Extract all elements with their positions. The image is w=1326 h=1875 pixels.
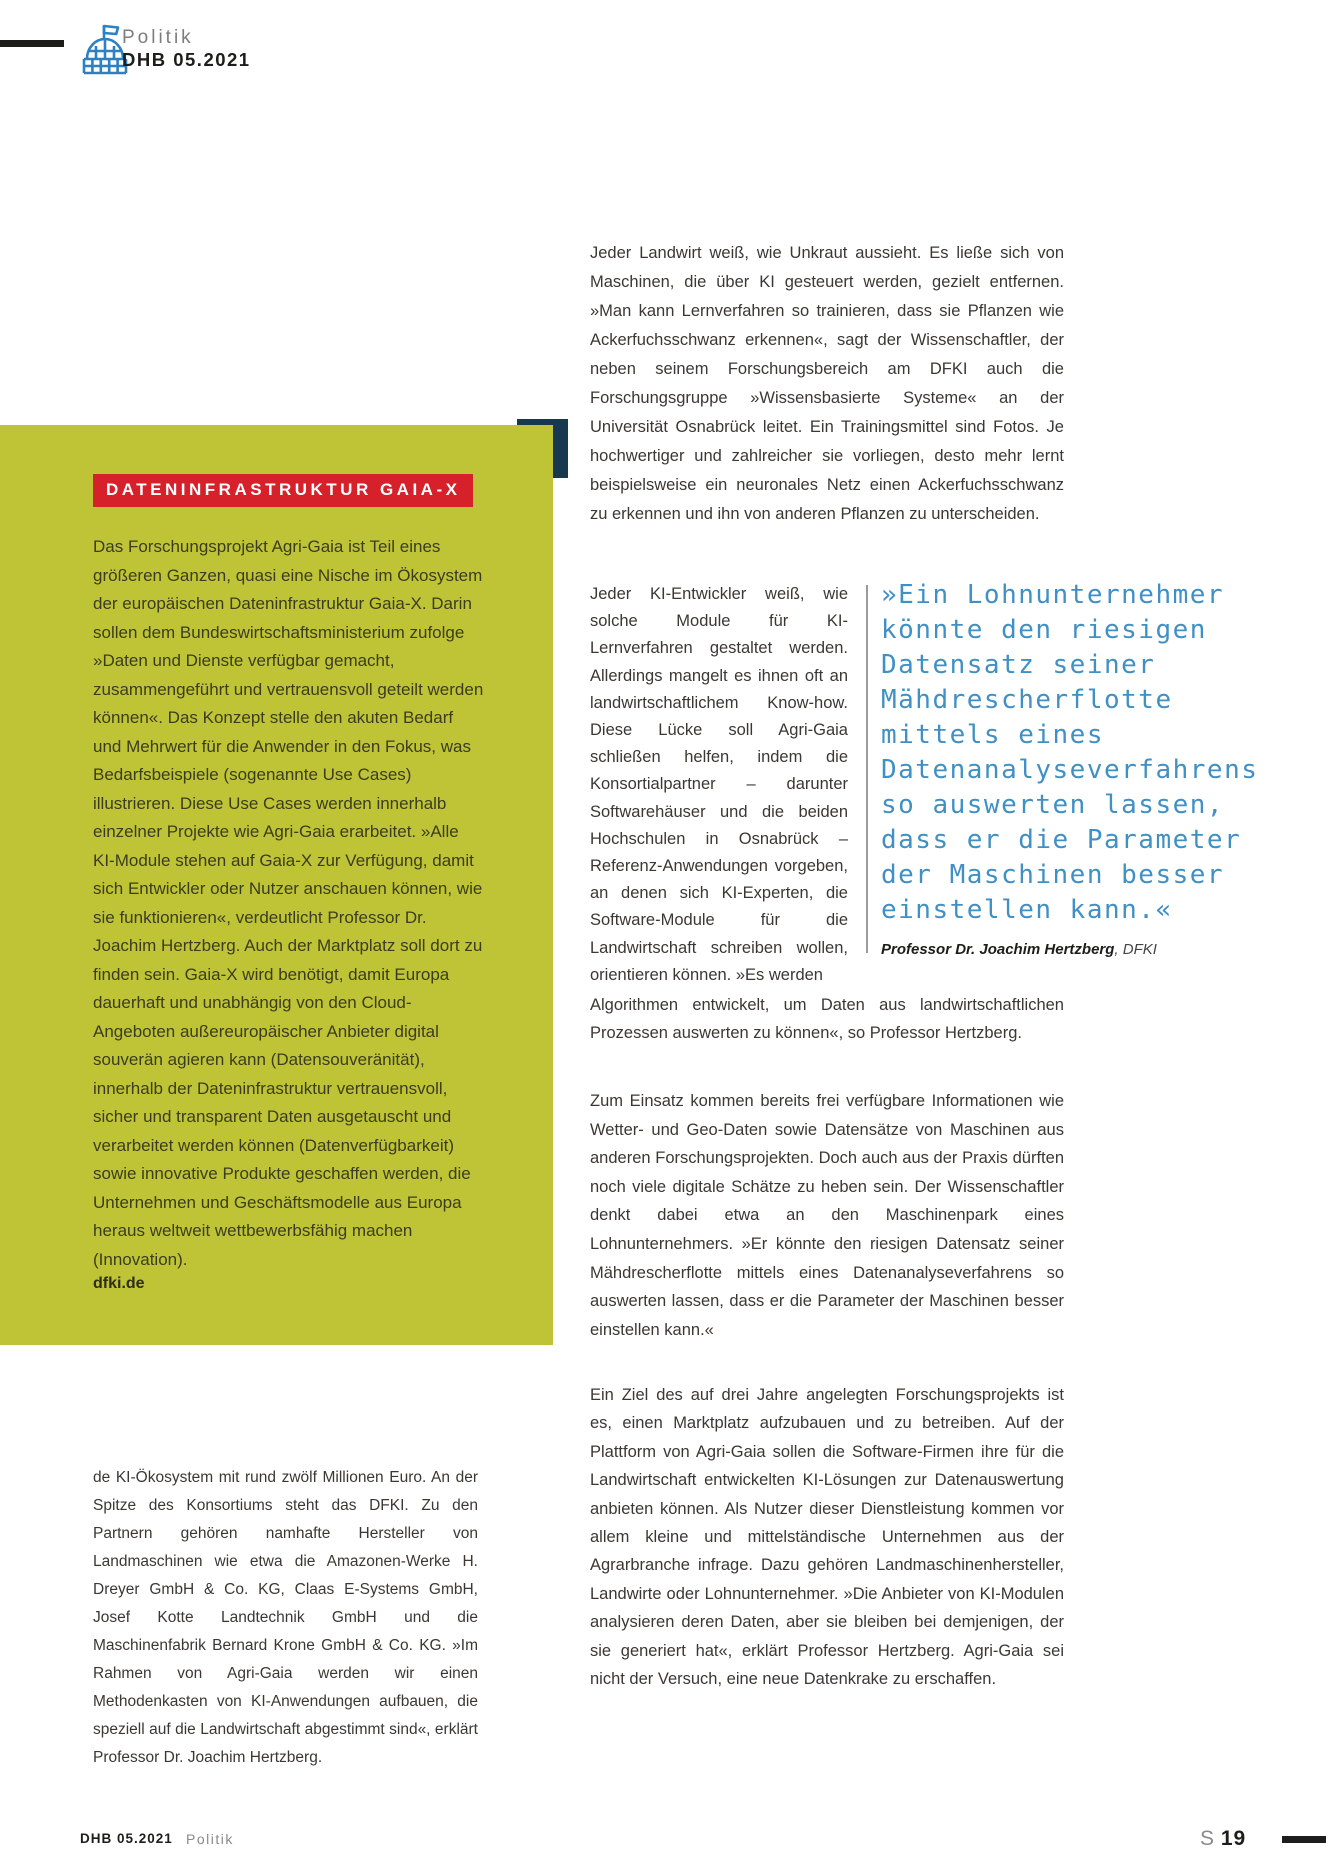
paragraph-mid-continuation: Algorithmen entwickelt, um Daten aus landwirtschaftlichen Prozessen auswerten zu können«, so Professor Hertzberg.: [590, 996, 1064, 1042]
infobox-title: DATENINFRASTRUKTUR GAIA-X: [93, 474, 473, 507]
pullquote-text: »Ein Lohnunternehmer könnte den riesigen Datensatz seiner Mähdrescherflotte mittels eines Datenanalyseverfahrens so auswerten lassen, dass er die Parameter der Maschinen besser einstellen kann.«: [881, 580, 1259, 925]
attribution-organization: , DFKI: [1114, 941, 1157, 958]
attribution-name: Professor Dr. Joachim Hertzberg: [881, 941, 1115, 958]
paragraph-ein-ziel: Ein Ziel des auf drei Jahre angelegten Forschungsprojekts ist es, einen Marktplatz aufzubauen und zu betreiben. Auf der Plattform von Agri-Gaia sollen die Software-Firmen ihre für die Landwirtschaft entwickelten KI-Lösungen zur Datenauswertung anbieten können. Als Nutzer dieser Dienstleistung kommen vor allem kleine und mittelständische Unternehmen aus der Agrarbranche infrage. Dazu gehören Landmaschinenhersteller, Landwirte oder Lohnunternehmer. »Die Anbieter von KI-Modulen analysieren deren Daten, aber sie bleiben bei demjenigen, der sie generiert hat«, erklärt Professor Hertzberg. Agri-Gaia sei nicht der Versuch, eine neue Datenkrake zu erschaffen.: [590, 1386, 1064, 1689]
paragraph-left-bottom: de KI-Ökosystem mit rund zwölf Millionen Euro. An der Spitze des Konsortiums steht das DFKI. Zu den Partnern gehören namhafte Hersteller von Landmaschinen wie etwa die Amazonen-Werke H. Dreyer GmbH & Co. KG, Claas E-Systems GmbH, Josef Kotte Landtechnik GmbH und die Maschinenfabrik Bernard Krone GmbH & Co. KG. »Im Rahmen von Agri-Gaia werden wir einen Methodenkasten von KI-Anwendungen aufbauen, die speziell auf die Landwirtschaft abgestimmt sind«, erklärt Professor Dr. Joachim Hertzberg.: [93, 1469, 478, 1766]
footer-page-num: 19: [1220, 1827, 1247, 1850]
footer-page-number: [1200, 1827, 1246, 1851]
footer-issue: DHB 05.2021: [80, 1831, 173, 1846]
paragraph-zum-einsatz: Zum Einsatz kommen bereits frei verfügbare Informationen wie Wetter- und Geo-Daten sowie Datensätze von Maschinen aus anderen Forschungsprojekten. Doch auch aus der Praxis dürften noch viele digitale Schätze zu heben sein. Der Wissenschaftler denkt dabei etwa an den Maschinenpark eines Lohnunternehmers. »Er könnte den riesigen Datensatz seiner Mähdrescherflotte mittels eines Datenanalyseverfahrens so auswerten lassen, dass er die Parameter der Maschinen besser einstellen kann.«: [590, 1092, 1064, 1339]
footer-rule: [1282, 1836, 1326, 1843]
footer-section: Politik: [186, 1831, 234, 1847]
paragraph-mid-column: Jeder KI-Entwickler weiß, wie solche Module für KI-Lernverfahren gestaltet werden. Allerdings mangelt es ihnen oft an landwirtschaftlichem Know-how. Diese Lücke soll Agri-Gaia schließen helfen, indem die Konsortialpartner – darunter Softwarehäuser und die beiden Hochschulen in Osnabrück – Referenz-Anwendungen vorgeben, an denen sich KI-Experten, die Software-Module für die Landwirtschaft schreiben wollen, orientieren können. »Es werden: [590, 585, 848, 984]
infobox-gaia-x: [0, 425, 553, 1345]
paragraph-intro: Jeder Landwirt weiß, wie Unkraut aussieht. Es ließe sich von Maschinen, die über KI gesteuert werden, gezielt entfernen. »Man kann Lernverfahren so trainieren, dass sie Pflanzen wie Ackerfuchsschwanz erkennen«, sagt der Wissenschaftler, der neben seinem Forschungsbereich am DFKI auch die Forschungsgruppe »Wissensbasierte Systeme« an der Universität Osnabrück leitet. Ein Trainingsmittel sind Fotos. Je hochwertiger und zahlreicher sie vorliegen, desto mehr lernt beispielsweise ein neuronales Netz einen Ackerfuchsschwanz zu erkennen und ihn von anderen Pflanzen zu unterscheiden.: [590, 244, 1064, 523]
top-left-rule: [0, 40, 64, 47]
footer-page-prefix: S: [1200, 1827, 1216, 1850]
header-issue-label: DHB 05.2021: [122, 49, 251, 70]
dfki-link[interactable]: dfki.de: [93, 1275, 145, 1292]
infobox-body-text: Das Forschungsprojekt Agri-Gaia ist Teil eines größeren Ganzen, quasi eine Nische im Ökosystem der europäischen Dateninfrastruktur Gaia-X. Darin sollen dem Bundeswirtschaftsministerium zufolge »Daten und Dienste verfügbar gemacht, zusammengeführt und vertrauensvoll geteilt werden können«. Das Konzept stelle den akuten Bedarf und Mehrwert für die Anwender in den Fokus, was Bedarfsbeispiele (sogenannte Use Cases) illustrieren. Diese Use Cases werden innerhalb einzelner Projekte wie Agri-Gaia erarbeitet. »Alle KI-Module stehen auf Gaia-X zur Verfügung, damit sich Entwickler oder Nutzer anschauen können, wie sie funktionieren«, verdeutlicht Professor Dr. Joachim Hertzberg. Auch der Marktplatz soll dort zu finden sein. Gaia-X wird benötigt, damit Europa dauerhaft und unabhängig von den Cloud-Angeboten außereuropäischer Anbieter digital souverän agieren kann (Datensouveränität), innerhalb der Dateninfrastruktur vertrauensvoll, sicher und transparent Daten ausgetauscht und verarbeitet werden können (Datenverfügbarkeit) sowie innovative Produkte geschaffen werden, die Unternehmen und Geschäftsmodelle aus Europa heraus weltweit wettbewerbsfähig machen (Innovation).: [93, 537, 484, 1269]
pullquote-attribution: [881, 941, 1157, 958]
pullquote-divider: [866, 585, 868, 953]
header-section-label: Politik: [122, 27, 194, 48]
